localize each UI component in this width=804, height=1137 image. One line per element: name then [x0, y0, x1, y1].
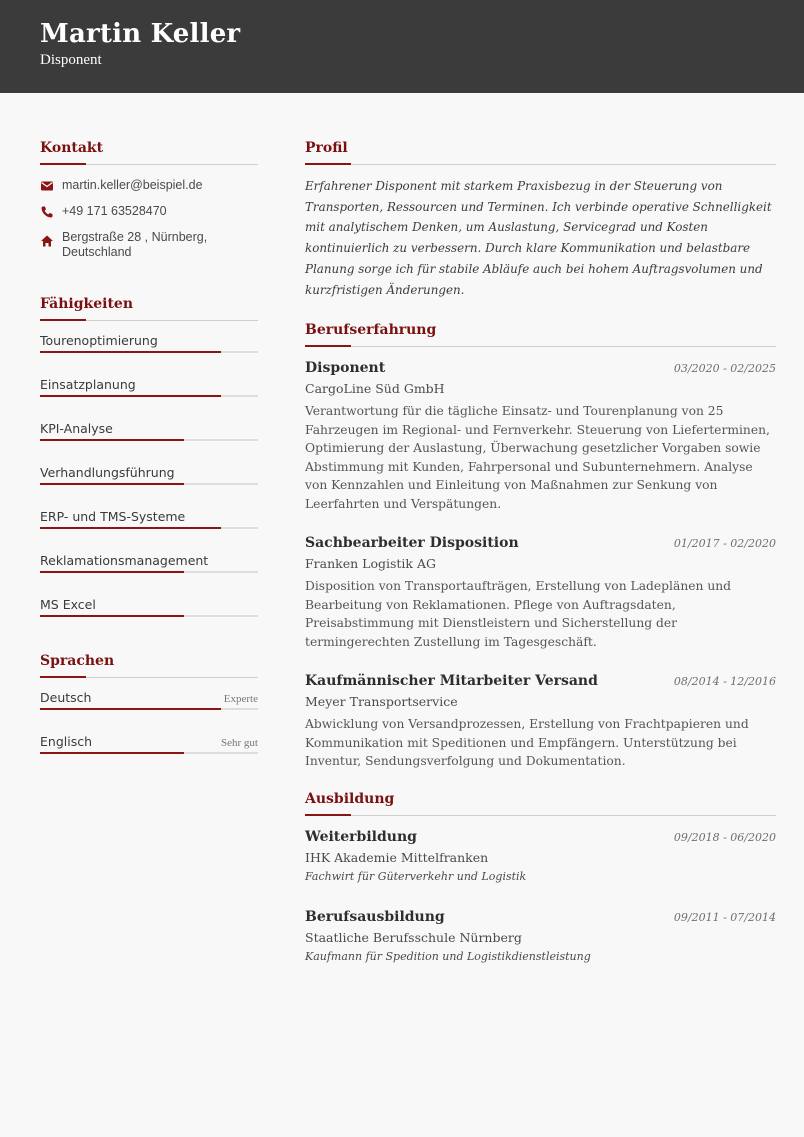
experience-section: [305, 320, 776, 771]
language-level-fill: [40, 752, 184, 754]
job-title: Disponent: [305, 360, 386, 377]
skill-level-fill: [40, 571, 184, 573]
contact-phone-text: +49 171 63528470: [62, 204, 167, 218]
entry-header: [305, 907, 776, 927]
section-divider: [305, 815, 776, 817]
job-title: Kaufmännischer Mitarbeiter Versand: [305, 673, 598, 690]
section-title-skills: Fähigkeiten: [40, 296, 134, 312]
skill-level-bar: [40, 439, 258, 441]
skill-label-row: [40, 332, 258, 350]
skill-label-row: [40, 376, 258, 394]
language-level: Experte: [223, 693, 258, 705]
skill-label-row: [40, 508, 258, 526]
contact-address-text: Bergstraße 28 , Nürnberg, Deutschland: [62, 230, 208, 259]
skill-label: KPI-Analyse: [40, 421, 113, 436]
skill-label: Tourenoptimierung: [40, 333, 158, 348]
phone-icon: [40, 205, 54, 219]
profile-section: [305, 138, 776, 300]
skills-list: [40, 332, 258, 640]
section-title-contact: Kontakt: [40, 140, 104, 156]
skill-level-bar: [40, 483, 258, 485]
skill-level-fill: [40, 483, 184, 485]
skill-item: [40, 376, 258, 420]
skills-section: [40, 294, 258, 640]
degree-title: Berufsausbildung: [305, 908, 445, 925]
entry-header: [305, 533, 776, 553]
language-level-fill: [40, 708, 221, 710]
skill-label: MS Excel: [40, 597, 96, 612]
education-date: 09/2018 - 06/2020: [673, 830, 776, 844]
email-icon: [40, 179, 54, 193]
experience-entry: [305, 533, 776, 651]
skill-item: [40, 420, 258, 464]
job-description: Verantwortung für die tägliche Einsatz- und Tourenplanung von 25 Fahrzeugen im Regional- und Fernverkehr. Steuerung von Lieferterminen, Optimierung der Auslastung, Überwachung gesetzlicher Vorgaben sowie Abstimmung mit Kunden, Fahrpersonal und Subunternehmern. Analyse von Kennzahlen und Einleitung von Maßnahmen zur Senkung von Leerfahrten und Verspätungen.: [305, 404, 770, 511]
skill-item: [40, 332, 258, 376]
profile-text: Erfahrener Disponent mit starkem Praxisbezug in der Steuerung von Transporten, Ressourcen und Terminen. Ich verbinde operative Schnelligkeit mit analytischem Denken, um Auslastung, Servicegrad und Kosten kontinuierlich zu verbessern. Durch klare Kommunikation und belastbare Planung sorge ich für stabile Abläufe auch bei hohem Auftragsvolumen und kurzfristigen Änderungen.: [305, 179, 772, 297]
sidebar: [40, 138, 258, 749]
job-description: Disposition von Transportaufträgen, Erstellung von Ladeplänen und Bearbeitung von Reklamationen. Pflege von Auftragsdaten, Preisabstimmung mit Dienstleistern und Sicherstellung der termingerechten Zustellung im Tagesgeschäft.: [305, 579, 732, 649]
company-name: CargoLine Süd GmbH: [305, 381, 445, 397]
institution-name: Staatliche Berufsschule Nürnberg: [305, 929, 522, 945]
experience-entry: [305, 671, 776, 771]
skill-level-fill: [40, 439, 184, 441]
skill-label: Einsatzplanung: [40, 377, 136, 392]
experience-list: [305, 358, 776, 771]
skill-label-row: [40, 596, 258, 614]
main-content: [305, 138, 776, 987]
job-date: 03/2020 - 02/2025: [673, 362, 776, 376]
skill-label-row: [40, 464, 258, 482]
section-title-profile: Profil: [305, 140, 348, 156]
person-name: Martin Keller: [40, 19, 241, 49]
job-date: 08/2014 - 12/2016: [673, 675, 776, 689]
languages-section: [40, 651, 258, 777]
contact-email[interactable]: [40, 178, 258, 193]
language-item: [40, 733, 258, 777]
skill-level-bar: [40, 615, 258, 617]
education-entry: [305, 907, 776, 965]
entry-header: [305, 827, 776, 847]
skill-label: Verhandlungsführung: [40, 465, 175, 480]
degree-subtitle: Fachwirt für Güterverkehr und Logistik: [305, 869, 527, 883]
section-divider: [40, 320, 258, 322]
job-date: 01/2017 - 02/2020: [673, 537, 776, 551]
language-label: Englisch: [40, 734, 93, 749]
header: [0, 0, 804, 93]
section-divider: [305, 164, 776, 166]
experience-entry: [305, 358, 776, 513]
company-name: Franken Logistik AG: [305, 556, 436, 572]
section-divider: [305, 346, 776, 348]
language-label: Deutsch: [40, 690, 92, 705]
section-title-experience: Berufserfahrung: [305, 322, 437, 339]
skill-level-bar: [40, 351, 258, 353]
education-list: [305, 827, 776, 965]
skill-item: [40, 464, 258, 508]
education-section: [305, 789, 776, 965]
contact-phone[interactable]: [40, 204, 258, 219]
section-divider: [40, 677, 258, 679]
language-level-bar: [40, 752, 258, 754]
language-level-bar: [40, 708, 258, 710]
language-label-row: [40, 689, 258, 708]
job-description: Abwicklung von Versandprozessen, Erstellung von Frachtpapieren und Kommunikation mit Speditionen und Empfängern. Unterstützung bei Inventur, Sendungsverfolgung und Dokumentation.: [305, 717, 749, 769]
language-label-row: [40, 733, 258, 752]
languages-list: [40, 689, 258, 777]
skill-level-fill: [40, 395, 221, 397]
contact-section: [40, 138, 258, 260]
section-divider: [40, 164, 258, 166]
home-icon: [40, 234, 54, 248]
skill-item: [40, 596, 258, 640]
language-level: Sehr gut: [221, 737, 258, 749]
education-entry: [305, 827, 776, 885]
section-title-languages: Sprachen: [40, 653, 115, 669]
degree-title: Weiterbildung: [305, 828, 417, 845]
skill-item: [40, 552, 258, 596]
section-title-education: Ausbildung: [305, 790, 395, 807]
skill-level-fill: [40, 615, 184, 617]
skill-level-fill: [40, 527, 221, 529]
education-date: 09/2011 - 07/2014: [673, 910, 776, 924]
skill-level-bar: [40, 571, 258, 573]
entry-header: [305, 358, 776, 378]
contact-address: [40, 230, 258, 260]
company-name: Meyer Transportservice: [305, 694, 458, 710]
skill-item: [40, 508, 258, 552]
entry-header: [305, 671, 776, 691]
skill-label-row: [40, 420, 258, 438]
skill-level-bar: [40, 395, 258, 397]
skill-label-row: [40, 552, 258, 570]
institution-name: IHK Akademie Mittelfranken: [305, 849, 489, 865]
skill-level-fill: [40, 351, 221, 353]
skill-label: ERP- und TMS-Systeme: [40, 509, 186, 524]
skill-label: Reklamationsmanagement: [40, 553, 209, 568]
degree-subtitle: Kaufmann für Spedition und Logistikdienstleistung: [305, 949, 591, 963]
contact-email-text: martin.keller@beispiel.de: [62, 178, 203, 192]
language-item: [40, 689, 258, 733]
person-role: Disponent: [40, 52, 102, 68]
skill-level-bar: [40, 527, 258, 529]
job-title: Sachbearbeiter Disposition: [305, 535, 519, 552]
